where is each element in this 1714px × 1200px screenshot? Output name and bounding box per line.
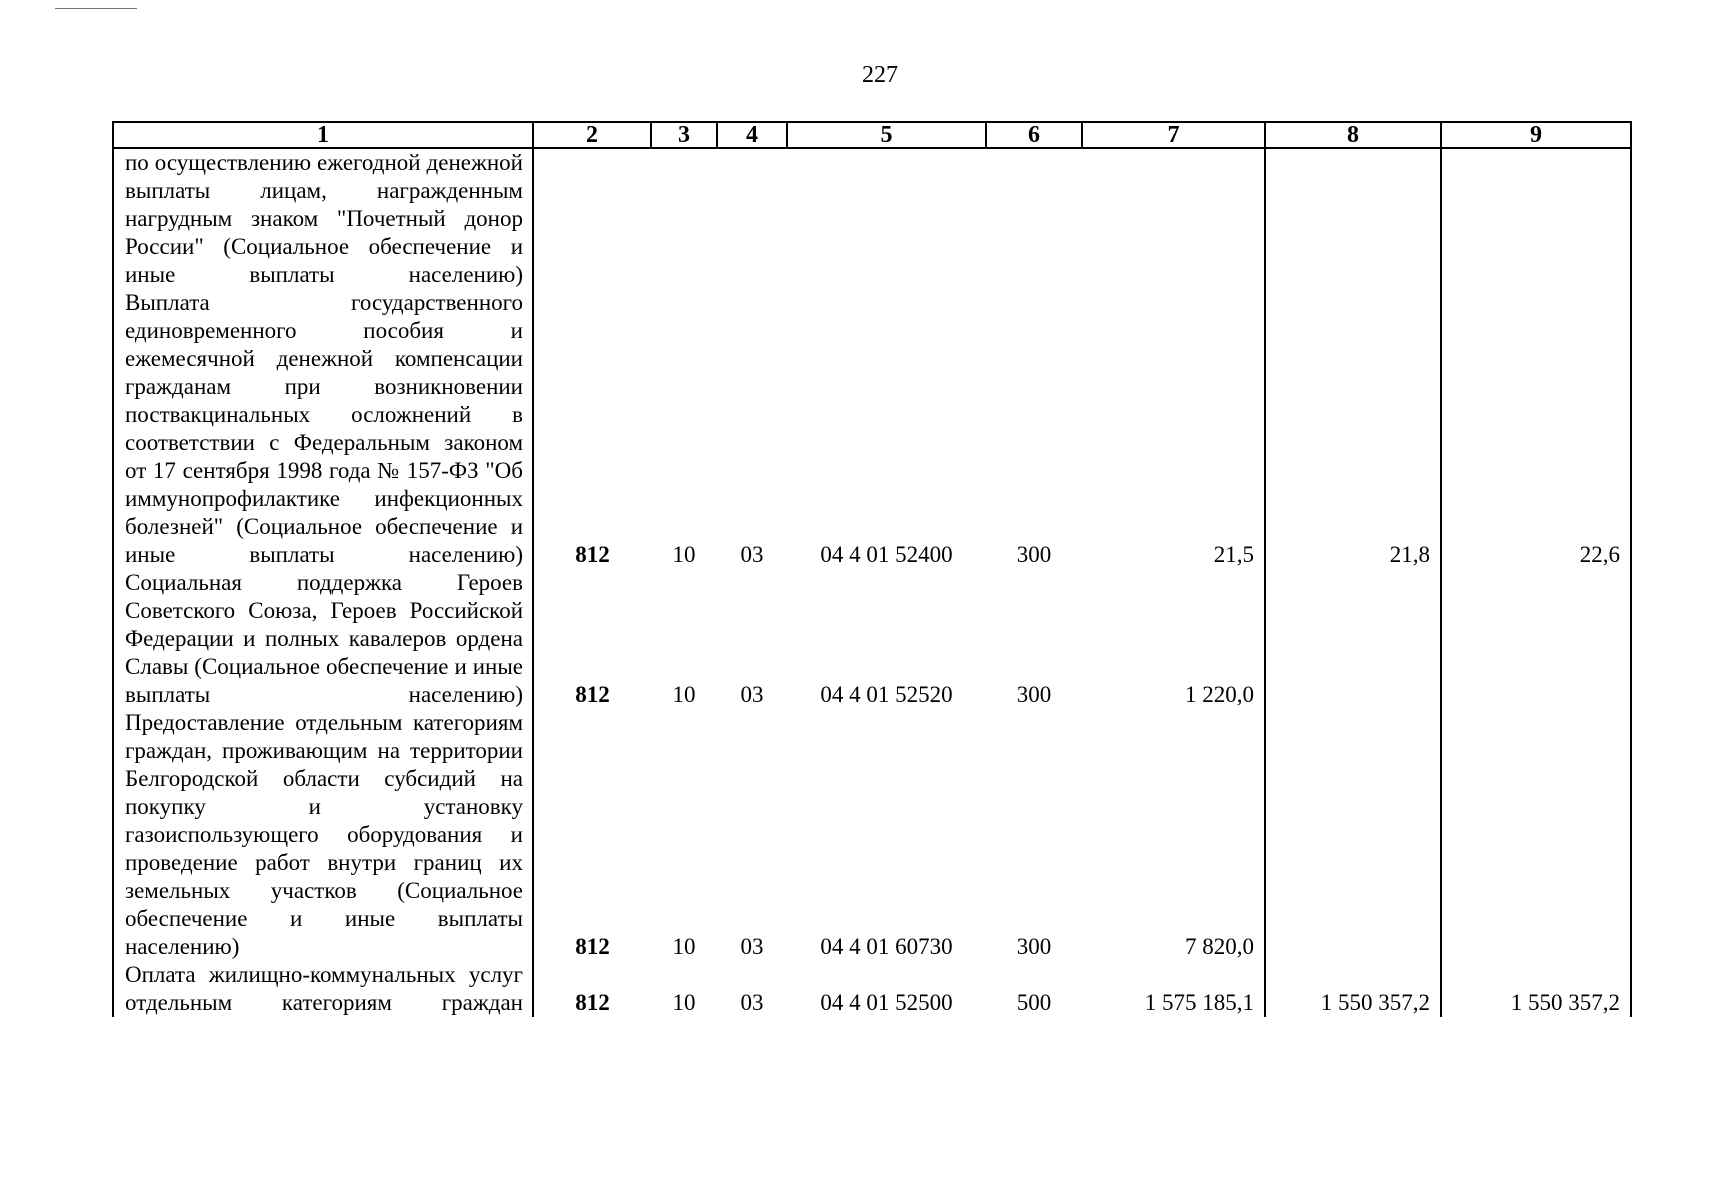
- row-sum-y2: [1265, 709, 1441, 961]
- row-expense-type: 300: [1016, 542, 1052, 567]
- row-description: Оплата жилищно-коммунальных услуг отдельным категориям граждан: [113, 961, 533, 1017]
- row-sum-y2: [1265, 148, 1441, 289]
- col-header-6: 6: [986, 122, 1082, 148]
- col-header-7: 7: [1082, 122, 1265, 148]
- row-sum-y1: 21,5: [1213, 542, 1254, 567]
- row-sum-y1: 1 220,0: [1185, 682, 1254, 707]
- col-header-1: 1: [113, 122, 533, 148]
- row-description: Социальная поддержка Героев Советского Союза, Героев Российской Федерации и полных кавалеров ордена Славы (Социальное обеспечение и иные выплаты населению): [113, 569, 533, 709]
- row-code: 812: [575, 990, 610, 1015]
- row-expense-type: 300: [1016, 934, 1052, 959]
- row-sum-y3: 22,6: [1441, 289, 1631, 569]
- header-row: [113, 122, 1631, 148]
- row-subsection: 03: [740, 934, 764, 959]
- row-subsection: 03: [740, 542, 764, 567]
- row-sum-y3: 1 550 357,2: [1441, 961, 1631, 1017]
- row-sum-y2: [1265, 569, 1441, 709]
- row-section: 10: [672, 542, 696, 567]
- row-code: 812: [575, 542, 610, 567]
- col-header-8: 8: [1265, 122, 1441, 148]
- col-header-9: 9: [1441, 122, 1631, 148]
- table-row: [113, 961, 1631, 1017]
- row-section: 10: [672, 990, 696, 1015]
- row-sum-y3: [1441, 709, 1631, 961]
- row-sum-y3: [1441, 569, 1631, 709]
- row-target: 04 4 01 52520: [820, 682, 953, 707]
- row-target: 04 4 01 52500: [820, 990, 953, 1015]
- table-row: [113, 148, 1631, 289]
- row-sum-y1: 1 575 185,1: [1144, 990, 1254, 1015]
- row-section: [651, 148, 717, 289]
- col-header-4: 4: [717, 122, 787, 148]
- row-description: Выплата государственного единовременного пособия и ежемесячной денежной компенсации гражданам при возникновении поствакцинальных осложнений в соответствии с Федеральным законом от 17 сентября 1998 года № 157-ФЗ "Об иммунопрофилактике инфекционных болезней" (Социальное обеспечение и иные выплаты населению): [113, 289, 533, 569]
- row-sum-y1: 7 820,0: [1185, 934, 1254, 959]
- row-section: 10: [672, 682, 696, 707]
- row-expense-type: [986, 148, 1082, 289]
- row-code: 812: [575, 682, 610, 707]
- table-row: [113, 709, 1631, 961]
- row-expense-type: 500: [1016, 990, 1052, 1015]
- page-number: 227: [862, 62, 898, 88]
- row-target: 04 4 01 60730: [820, 934, 953, 959]
- row-target: [787, 148, 986, 289]
- row-subsection: 03: [740, 990, 764, 1015]
- row-subsection: 03: [740, 682, 764, 707]
- row-target: 04 4 01 52400: [820, 542, 953, 567]
- top-rule: [55, 8, 137, 9]
- table-row: [113, 289, 1631, 569]
- row-sum-y1: [1082, 148, 1265, 289]
- row-description: Предоставление отдельным категориям граждан, проживающим на территории Белгородской области субсидий на покупку и установку газоиспользующего оборудования и проведение работ внутри границ их земельных участков (Социальное обеспечение и иные выплаты населению): [113, 709, 533, 961]
- row-sum-y2: 1 550 357,2: [1265, 961, 1441, 1017]
- col-header-5: 5: [787, 122, 986, 148]
- row-sum-y3: [1441, 148, 1631, 289]
- row-expense-type: 300: [1016, 682, 1052, 707]
- row-description: по осуществлению ежегодной денежной выплаты лицам, награжденным нагрудным знаком "Почетный донор России" (Социальное обеспечение и иные выплаты населению): [113, 148, 533, 289]
- table-row: [113, 569, 1631, 709]
- col-header-3: 3: [651, 122, 717, 148]
- budget-table: [112, 121, 1632, 1017]
- row-code: 812: [575, 934, 610, 959]
- row-code: [533, 148, 651, 289]
- col-header-2: 2: [533, 122, 651, 148]
- row-section: 10: [672, 934, 696, 959]
- row-subsection: [717, 148, 787, 289]
- row-sum-y2: 21,8: [1265, 289, 1441, 569]
